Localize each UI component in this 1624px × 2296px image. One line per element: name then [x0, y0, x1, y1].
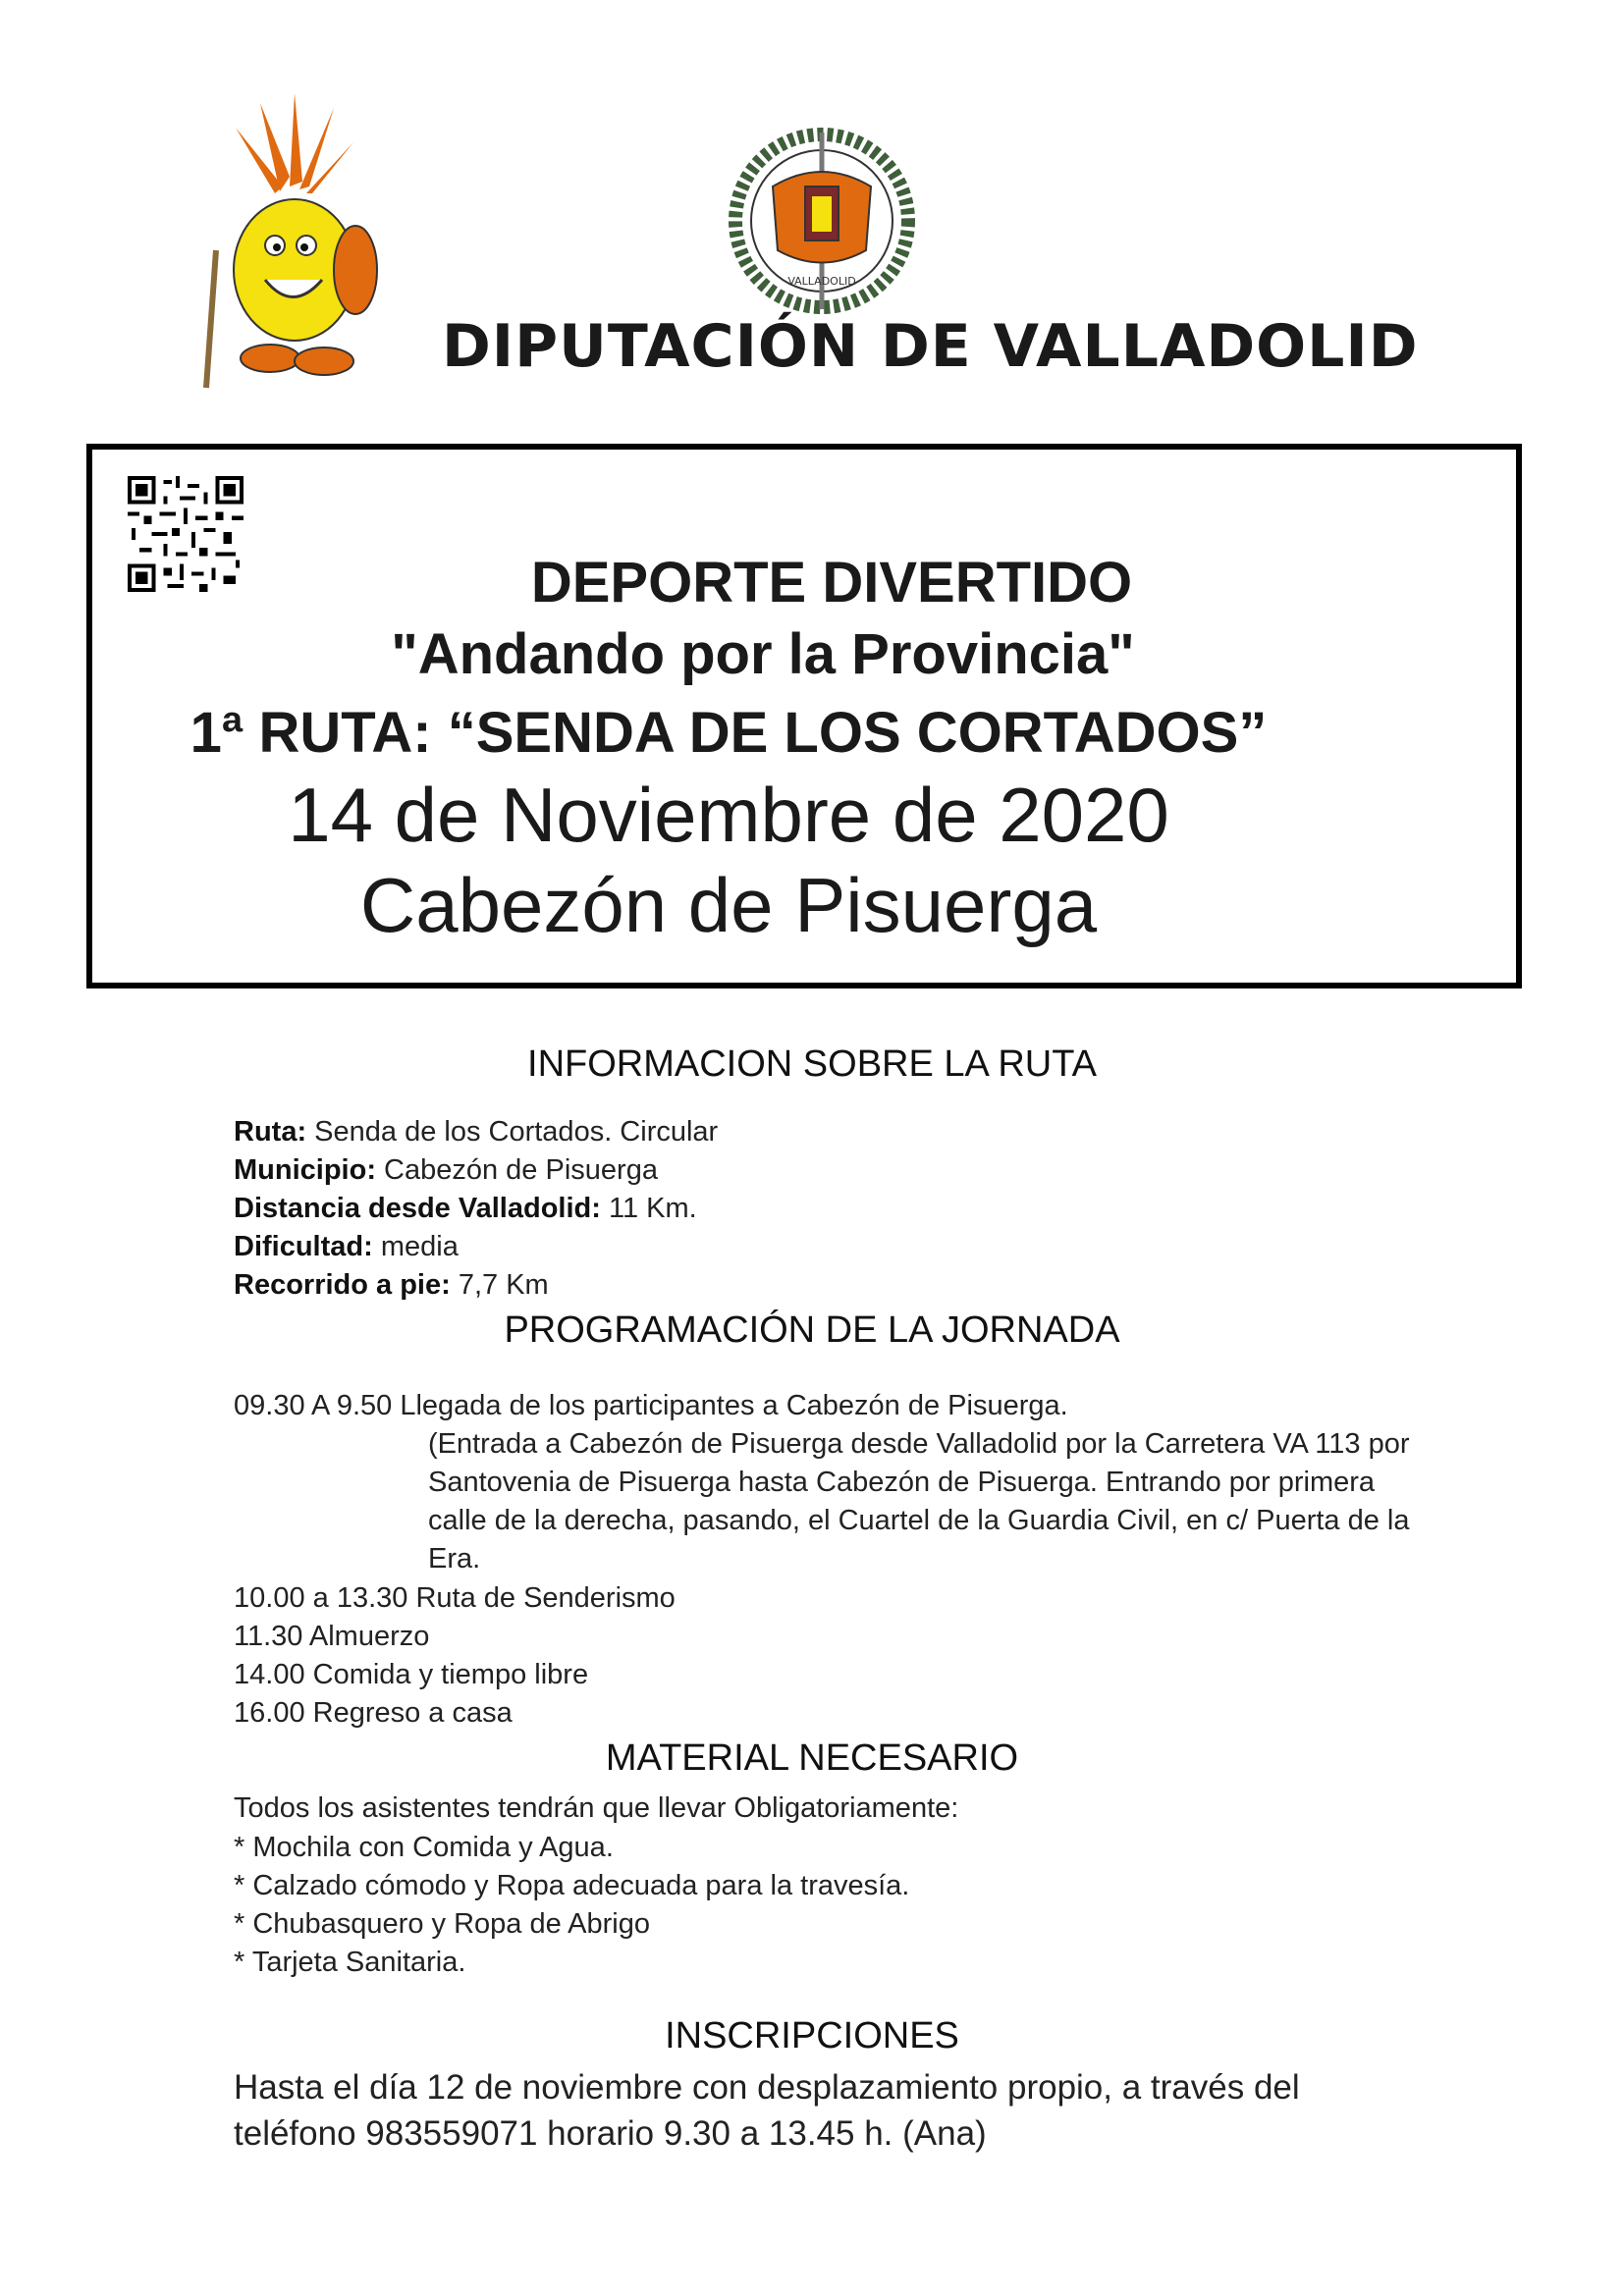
registration-line: Hasta el día 12 de noviembre con desplazamiento propio, a través del — [234, 2068, 1300, 2107]
route-info-value: Senda de los Cortados. Circular — [306, 1116, 719, 1148]
route-info-label: Dificultad: — [234, 1231, 373, 1262]
route-info-label: Ruta: — [234, 1116, 307, 1148]
route-title: 1ª RUTA: “SENDA DE LOS CORTADOS” — [189, 701, 1268, 765]
schedule-item: 11.30 Almuerzo — [234, 1621, 430, 1652]
material-item: * Tarjeta Sanitaria. — [234, 1947, 466, 1978]
material-intro: Todos los asistentes tendrán que llevar Obligatoriamente: — [234, 1792, 959, 1824]
event-date: 14 de Noviembre de 2020 — [288, 772, 1169, 858]
route-info-heading: INFORMACION SOBRE LA RUTA — [527, 1043, 1097, 1085]
route-info-item — [234, 1112, 718, 1151]
shield-label: VALLADOLID — [787, 275, 856, 288]
directions-line: Era. — [428, 1543, 481, 1575]
event-series-title: DEPORTE DIVERTIDO — [530, 551, 1133, 614]
route-info-item — [234, 1265, 549, 1305]
schedule-item: 10.00 a 13.30 Ruta de Senderismo — [234, 1582, 676, 1614]
route-info-label: Recorrido a pie: — [234, 1269, 451, 1301]
organization-name: DIPUTACIÓN DE VALLADOLID — [442, 312, 1419, 381]
directions-line: (Entrada a Cabezón de Pisuerga desde Valladolid por la Carretera VA 113 por — [428, 1428, 1410, 1460]
hiker-mascot-logo — [177, 83, 403, 398]
schedule-arrival: 09.30 A 9.50 Llegada de los participantes a Cabezón de Pisuerga. — [234, 1390, 1068, 1421]
directions-line: calle de la derecha, pasando, el Cuartel de la Guardia Civil, en c/ Puerta de la — [428, 1505, 1410, 1536]
route-info-label: Municipio: — [234, 1154, 376, 1186]
program-name: "Andando por la Provincia" — [391, 622, 1135, 686]
material-item: * Mochila con Comida y Agua. — [234, 1832, 614, 1863]
material-item: * Chubasquero y Ropa de Abrigo — [234, 1908, 651, 1940]
directions-line: Santovenia de Pisuerga hasta Cabezón de Pisuerga. Entrando por primera — [428, 1467, 1376, 1498]
schedule-item: 14.00 Comida y tiempo libre — [234, 1659, 589, 1690]
route-info-value: media — [372, 1231, 459, 1262]
material-item: * Calzado cómodo y Ropa adecuada para la travesía. — [234, 1870, 910, 1901]
schedule-item: 16.00 Regreso a casa — [234, 1697, 513, 1729]
route-info-item — [234, 1150, 658, 1190]
event-place: Cabezón de Pisuerga — [359, 862, 1098, 948]
schedule-heading: PROGRAMACIÓN DE LA JORNADA — [504, 1309, 1120, 1351]
route-info-item — [234, 1189, 697, 1228]
route-info-value: 11 Km. — [600, 1193, 697, 1224]
route-info-value: Cabezón de Pisuerga — [375, 1154, 658, 1186]
registration-heading: INSCRIPCIONES — [665, 2015, 959, 2056]
feather-icon — [236, 93, 353, 193]
diputacion-shield-logo — [729, 128, 915, 314]
route-info-item — [234, 1227, 459, 1266]
material-heading: MATERIAL NECESARIO — [605, 1737, 1019, 1779]
route-info-label: Distancia desde Valladolid: — [234, 1193, 601, 1224]
registration-line: teléfono 983559071 horario 9.30 a 13.45 h. (Ana) — [234, 2114, 987, 2153]
route-info-value: 7,7 Km — [450, 1269, 549, 1301]
